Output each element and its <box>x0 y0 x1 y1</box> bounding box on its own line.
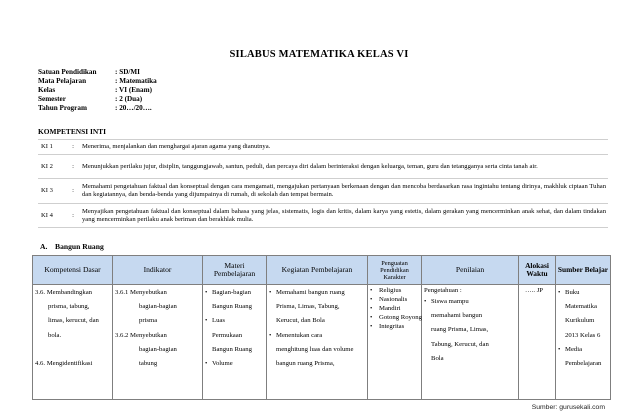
identity-value: : 2 (Dua) <box>115 95 143 103</box>
indikator-line: 3.6.1 Menyebutkan <box>115 289 167 296</box>
section-number: A. <box>40 242 48 251</box>
header-penilaian: Penilaian <box>422 256 519 285</box>
indikator-line: 3.6.2 Menyebutkan <box>115 331 167 339</box>
syllabus-table <box>32 255 611 400</box>
header-kompetensi-dasar: Kompetensi Dasar <box>33 256 113 285</box>
penilaian-line: Bola <box>431 354 444 362</box>
penilaian-line: Tabung, Kerucut, dan <box>431 340 489 348</box>
document-title: SILABUS MATEMATIKA KELAS VI <box>229 49 409 60</box>
cell-kegiatan <box>267 285 368 400</box>
ki-text: Menunjukkan perilaku jujur, disiplin, tanggungjawab, santun, peduli, dan percaya diri dalam berinteraksi dengan keluarga, teman, guru dan tetangganya serta cinta tanah air. <box>80 155 608 179</box>
identity-label: Mata Pelajaran <box>38 77 87 85</box>
ki-row <box>38 179 608 204</box>
indikator-line: prisma <box>139 317 158 325</box>
ki-heading: KOMPETENSI INTI <box>38 127 106 136</box>
header-materi: Materi Pembelajaran <box>203 256 267 285</box>
penilaian-line: • Siswa mampu <box>424 295 516 309</box>
kd-line: bola. <box>48 331 62 339</box>
identity-row <box>38 77 157 86</box>
header-karakter: Penguatan Pendidikan Karakter <box>368 256 422 285</box>
materi-line: Permukaan <box>212 331 243 339</box>
identity-value: : Matematika <box>115 77 157 85</box>
identity-row <box>38 68 157 77</box>
ki-text: Memahami pengetahuan faktual dan konseptual dengan cara mengamati, mengajukan pertanyaan berkenaan dengan dan mencoba berdasarkan rasa ingintahu tentang dirinya, makhluk ciptaan Tuhan dan kegiatannya, dan benda-benda yang dijumpainya di rumah, di sekolah dan tempat bermain. <box>80 179 608 204</box>
section-heading <box>40 242 104 251</box>
materi-line: • Luas <box>205 314 264 328</box>
karakter-list <box>370 286 422 331</box>
kd-line: 3.6. Membandingkan <box>35 289 93 296</box>
identity-value: : SD/MI <box>115 68 140 76</box>
ki-row <box>38 204 608 228</box>
header-kegiatan: Kegiatan Pembelajaran <box>267 256 368 285</box>
ki-code: KI 3 <box>38 179 66 204</box>
ki-code: KI 4 <box>38 204 66 228</box>
karakter-item: • Mandiri <box>370 304 419 313</box>
penilaian-line: Pengetahuan : <box>424 287 462 294</box>
penilaian-line: memahami bangun <box>431 312 483 320</box>
sumber-line: Kurikulum <box>565 317 595 325</box>
cell-kompetensi-dasar <box>33 285 113 400</box>
ki-colon: : <box>66 155 80 179</box>
indikator-line: bagian-bagian <box>139 345 177 353</box>
indikator-line: bagian-bagian <box>139 303 177 311</box>
ki-table <box>38 139 608 228</box>
penilaian-line: ruang Prisma, Limas, <box>431 326 489 334</box>
cell-karakter <box>368 285 422 400</box>
table-row <box>33 285 611 400</box>
sumber-line: Pembelajaran <box>565 360 602 368</box>
kegiatan-line: • Memahami bangun ruang <box>269 286 365 300</box>
kd-line: 4.6. Mengidentifikasi <box>35 359 93 367</box>
identity-row <box>38 86 157 95</box>
identity-value: : 20…/20…. <box>115 104 152 112</box>
header-alokasi: Alokasi Waktu <box>519 256 556 285</box>
identity-label: Tahun Program <box>38 104 87 112</box>
ki-row <box>38 155 608 179</box>
materi-line: Bangun Ruang <box>212 303 252 311</box>
ki-colon: : <box>66 140 80 155</box>
karakter-item: • Integritas <box>370 322 419 331</box>
kegiatan-line: • Menentukan cara <box>269 329 365 343</box>
materi-line: Bangun Ruang <box>212 345 252 353</box>
ki-code: KI 1 <box>38 140 66 155</box>
cell-indikator <box>113 285 203 400</box>
ki-colon: : <box>66 204 80 228</box>
ki-row <box>38 140 608 155</box>
cell-sumber <box>556 285 611 400</box>
identity-row <box>38 104 157 113</box>
cell-materi <box>203 285 267 400</box>
table-header-row <box>33 256 611 285</box>
identity-value: : VI (Enam) <box>115 86 153 94</box>
sumber-line: 2013 Kelas 6 <box>565 331 601 339</box>
cell-alokasi <box>519 285 556 400</box>
ki-text: Menerima, menjalankan dan menghargai ajaran agama yang dianutnya. <box>80 140 608 155</box>
sumber-line: • Media <box>558 343 608 357</box>
header-indikator: Indikator <box>113 256 203 285</box>
karakter-item: • Nasionalis <box>370 295 419 304</box>
header-sumber: Sumber Belajar <box>556 256 611 285</box>
source-caption: Sumber: gurusekali.com <box>531 404 605 411</box>
identity-label: Kelas <box>38 86 56 94</box>
materi-line: • Bagian-bagian <box>205 286 264 300</box>
identity-label: Semester <box>38 95 66 103</box>
ki-colon: : <box>66 179 80 204</box>
sumber-line: Matematika <box>565 303 597 311</box>
indikator-line: tabung <box>139 360 158 368</box>
kd-line: limas, kerucut, dan <box>48 317 99 325</box>
identity-label: Satuan Pendidikan <box>38 68 97 76</box>
karakter-item: • Gotong Royong <box>370 313 419 322</box>
kd-line: prisma, tabung, <box>48 303 90 311</box>
section-title: Bangun Ruang <box>55 242 104 251</box>
sumber-line: • Buku <box>558 286 608 300</box>
ki-code: KI 2 <box>38 155 66 179</box>
kegiatan-line: bangun ruang Prisma, <box>276 360 335 368</box>
kegiatan-line: Prisma, Limas, Tabung, <box>276 303 340 311</box>
cell-penilaian <box>422 285 519 400</box>
identity-block <box>38 68 157 113</box>
kegiatan-line: Kerucut, dan Bola <box>276 317 325 325</box>
alokasi-value: ….. JP <box>525 287 544 294</box>
materi-line: • Volume <box>205 357 264 371</box>
identity-row <box>38 95 157 104</box>
ki-text: Menyajikan pengetahuan faktual dan konseptual dalam bahasa yang jelas, sistematis, logis dan kritis, dalam karya yang estetis, dalam gerakan yang mencerminkan anak sehat, dan dalam tindakan yang mencerminkan perilaku anak beriman dan berakhlak mulia. <box>80 204 608 228</box>
karakter-item: • Religius <box>370 286 419 295</box>
kegiatan-line: menghitung luas dan volume <box>276 345 354 353</box>
kd-line <box>35 343 110 357</box>
